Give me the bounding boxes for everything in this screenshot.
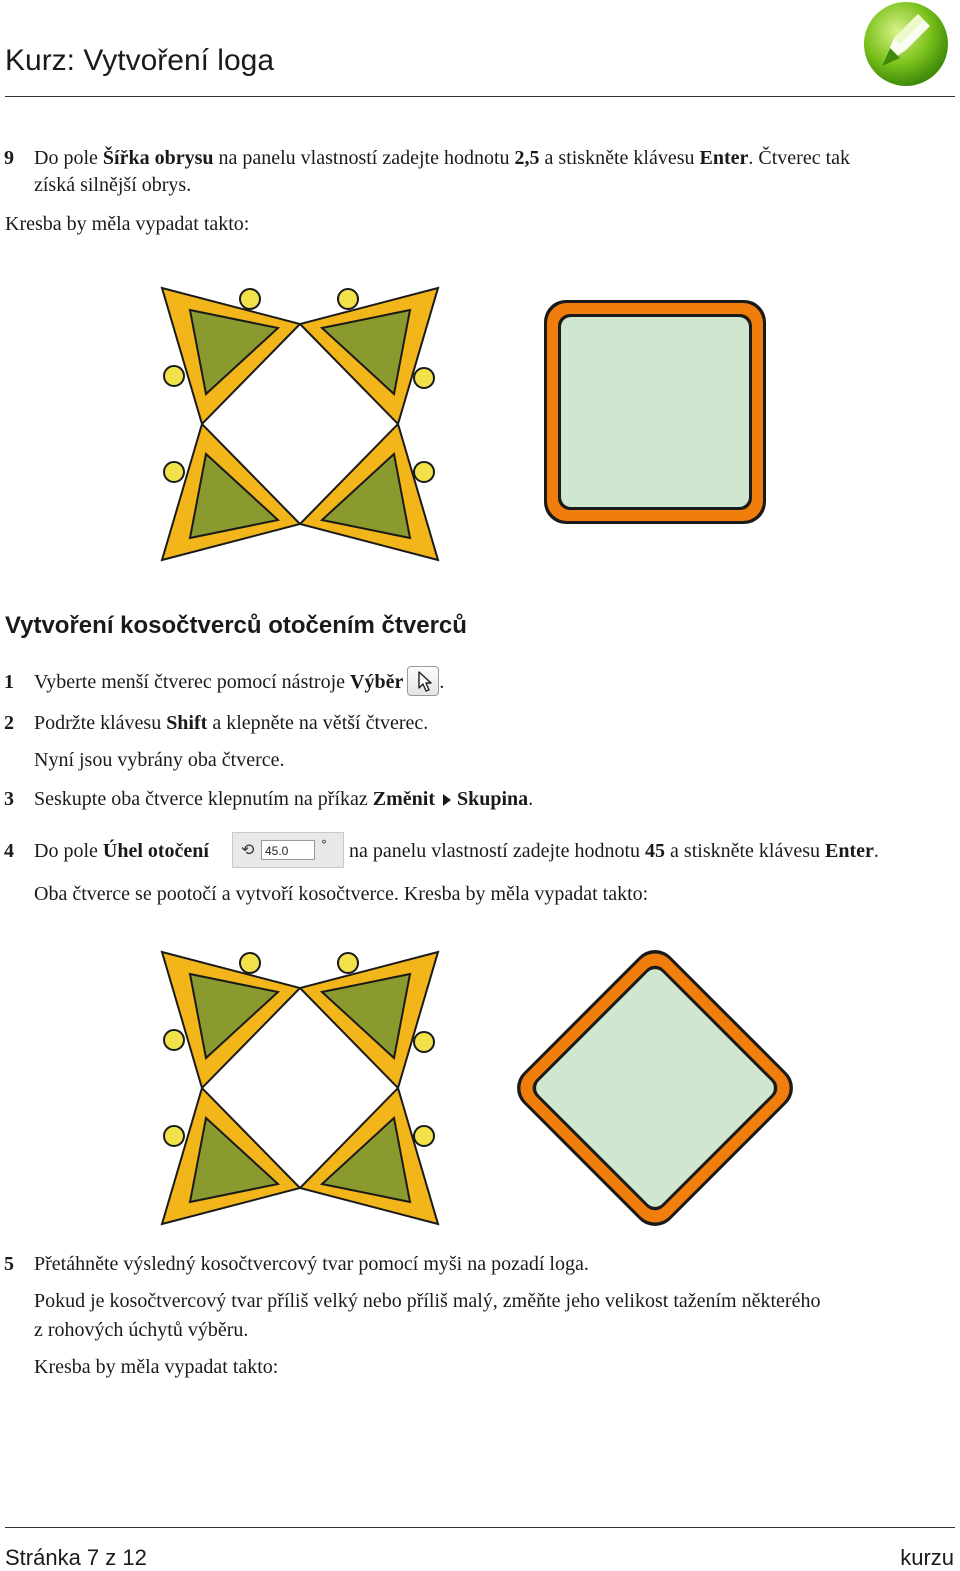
text: na panelu vlastností zadejte hodnotu — [349, 840, 646, 862]
step-5-note-line-3: Kresba by měla vypadat takto: — [34, 1356, 279, 1378]
header-divider — [5, 96, 955, 97]
text: . — [439, 671, 445, 693]
footer-divider — [5, 1527, 955, 1528]
step-number: 1 — [4, 671, 14, 693]
result-caption-1: Kresba by měla vypadat takto: — [5, 213, 250, 235]
step-9-line-2: získá silnější obrys. — [34, 174, 192, 196]
step-number: 5 — [4, 1253, 14, 1275]
text: a stiskněte klávesu — [665, 840, 826, 862]
key-name: Enter — [699, 147, 749, 169]
step-5-note-line-1: Pokud je kosočtvercový tvar příliš velký nebo příliš malý, změňte jeho velikost tažením některého — [34, 1290, 821, 1312]
page-number: Stránka 7 z 12 — [5, 1545, 147, 1570]
rotation-angle-input[interactable]: 45.0 — [261, 840, 315, 860]
step-3-text — [34, 785, 533, 813]
field-name: Úhel otočení — [102, 840, 209, 862]
menu-item-name: Skupina — [457, 788, 529, 810]
step-4-text-b — [349, 837, 879, 865]
text: a stiskněte klávesu — [539, 147, 700, 169]
pick-tool-button[interactable] — [407, 666, 439, 696]
text: Podržte klávesu — [34, 712, 167, 734]
step-number: 4 — [4, 840, 14, 862]
rotation-angle-field[interactable] — [232, 832, 344, 868]
text: na panelu vlastností zadejte hodnotu — [213, 147, 515, 169]
text: Seskupte oba čtverce klepnutím na příkaz — [34, 788, 373, 810]
step-5-note-line-2: z rohových úchytů výběru. — [34, 1319, 249, 1341]
text: Do pole — [34, 840, 103, 862]
step-2-text — [34, 709, 428, 737]
coreldraw-logo-icon — [860, 0, 952, 88]
star-shape-figure-2 — [150, 946, 450, 1231]
footer-label: kurzu — [900, 1545, 954, 1570]
value: 2,5 — [514, 147, 540, 169]
rotate-icon: ⟲ — [241, 840, 255, 859]
key-name: Shift — [166, 712, 208, 734]
tool-name: Výběr — [350, 671, 404, 693]
section-heading: Vytvoření kosočtverců otočením čtverců — [5, 612, 467, 639]
cursor-arrow-icon — [408, 667, 438, 695]
text: a klepněte na větší čtverec. — [207, 712, 429, 734]
step-number: 2 — [4, 712, 14, 734]
page-title: Kurz: Vytvoření loga — [5, 44, 275, 77]
step-9-line-1 — [34, 144, 850, 172]
step-5-text: Přetáhněte výsledný kosočtvercový tvar pomocí myši na pozadí loga. — [34, 1253, 589, 1275]
key-name: Enter — [825, 840, 874, 862]
value: 45 — [645, 840, 666, 862]
text: . Čtverec tak — [748, 147, 851, 169]
degree-unit: ° — [321, 838, 327, 852]
star-shape-figure-1 — [150, 282, 450, 567]
rotated-square-figure-2 — [500, 936, 810, 1240]
text: . — [528, 788, 534, 810]
step-4-note: Oba čtverce se pootočí a vytvoří kosočtverce. Kresba by měla vypadat takto: — [34, 883, 649, 905]
menu-name: Změnit — [372, 788, 435, 810]
text: Vyberte menší čtverec pomocí nástroje — [34, 671, 350, 693]
text: . — [873, 840, 879, 862]
step-1-text — [34, 668, 444, 696]
text: Do pole — [34, 147, 103, 169]
rounded-square-figure-1 — [540, 296, 770, 528]
step-2-note: Nyní jsou vybrány oba čtverce. — [34, 749, 285, 771]
field-name: Šířka obrysu — [102, 147, 214, 169]
menu-arrow-icon — [443, 794, 451, 806]
step-4-text-a — [34, 837, 209, 865]
step-number: 3 — [4, 788, 14, 810]
step-number: 9 — [4, 147, 14, 169]
